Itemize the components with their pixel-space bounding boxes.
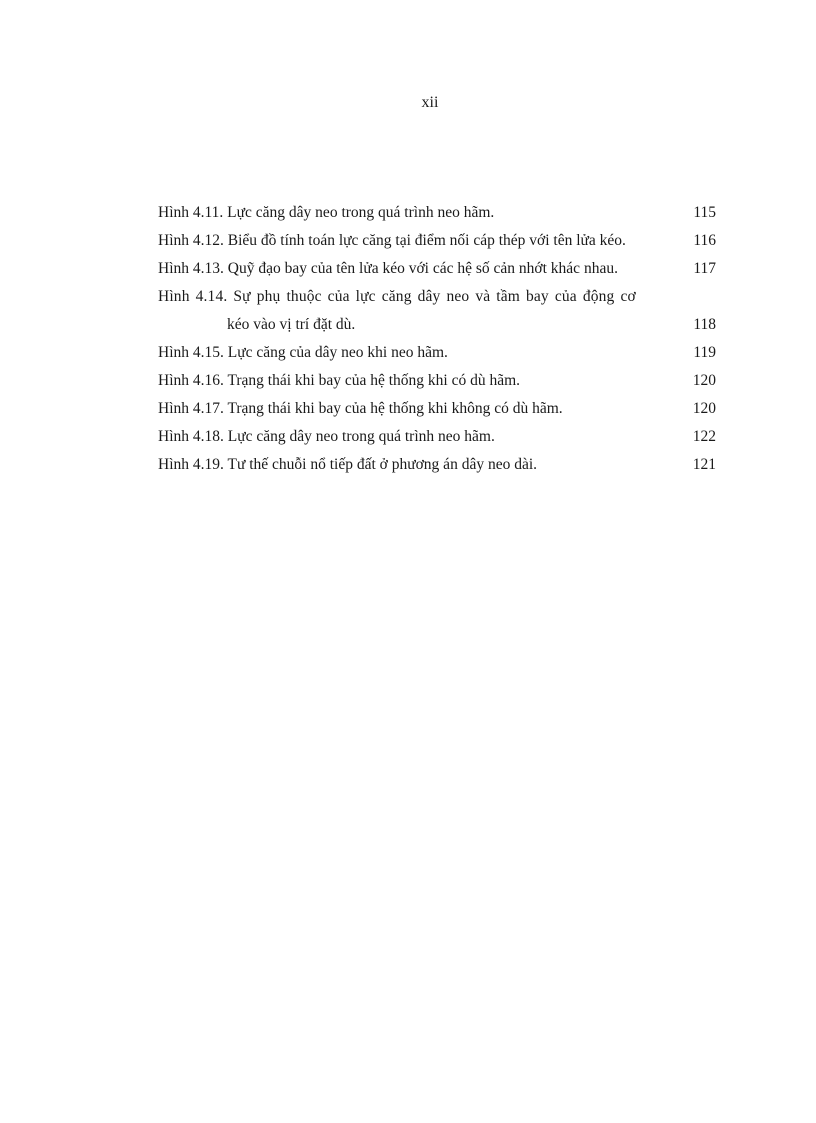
figure-title: Hình 4.16. Trạng thái khi bay của hệ thống khi có dù hãm.	[158, 372, 521, 389]
figure-entry-4-15	[158, 339, 716, 367]
figure-title: Hình 4.13. Quỹ đạo bay của tên lửa kéo với các hệ số cản nhớt khác nhau.	[158, 260, 618, 277]
figure-page: 121	[692, 456, 716, 473]
list-of-figures	[158, 199, 716, 479]
figure-title-line1: Hình 4.14. Sự phụ thuộc của lực căng dây neo và tầm bay của động cơ	[158, 288, 636, 305]
figure-page: 118	[693, 316, 716, 333]
figure-entry-4-19	[158, 451, 716, 479]
figure-title: Hình 4.11. Lực căng dây neo trong quá trình neo hãm.	[158, 204, 495, 221]
figure-entry-4-13	[158, 255, 716, 283]
figure-entry-4-17	[158, 395, 716, 423]
figure-page: 119	[693, 344, 716, 361]
figure-entry-4-16	[158, 367, 716, 395]
figure-page: 117	[693, 260, 716, 277]
figure-title: Hình 4.12. Biểu đồ tính toán lực căng tại điểm nối cáp thép với tên lửa kéo.	[158, 232, 626, 249]
figure-page: 116	[693, 232, 716, 249]
figure-page: 115	[693, 204, 716, 221]
figure-title: Hình 4.17. Trạng thái khi bay của hệ thống khi không có dù hãm.	[158, 400, 563, 417]
figure-title: Hình 4.19. Tư thế chuỗi nổ tiếp đất ở phương án dây neo dài.	[158, 456, 538, 473]
figure-title: Hình 4.15. Lực căng của dây neo khi neo hãm.	[158, 344, 448, 361]
page-number: xii	[421, 94, 439, 111]
figure-page: 120	[692, 400, 716, 417]
figure-entry-4-12	[158, 227, 716, 255]
figure-page: 122	[692, 428, 716, 445]
figure-page: 120	[692, 372, 716, 389]
figure-entry-4-14	[158, 283, 716, 339]
figure-title: Hình 4.18. Lực căng dây neo trong quá trình neo hãm.	[158, 428, 495, 445]
figure-title-line2: kéo vào vị trí đặt dù.	[227, 316, 356, 333]
figure-entry-4-11	[158, 199, 716, 227]
figure-entry-4-18	[158, 423, 716, 451]
